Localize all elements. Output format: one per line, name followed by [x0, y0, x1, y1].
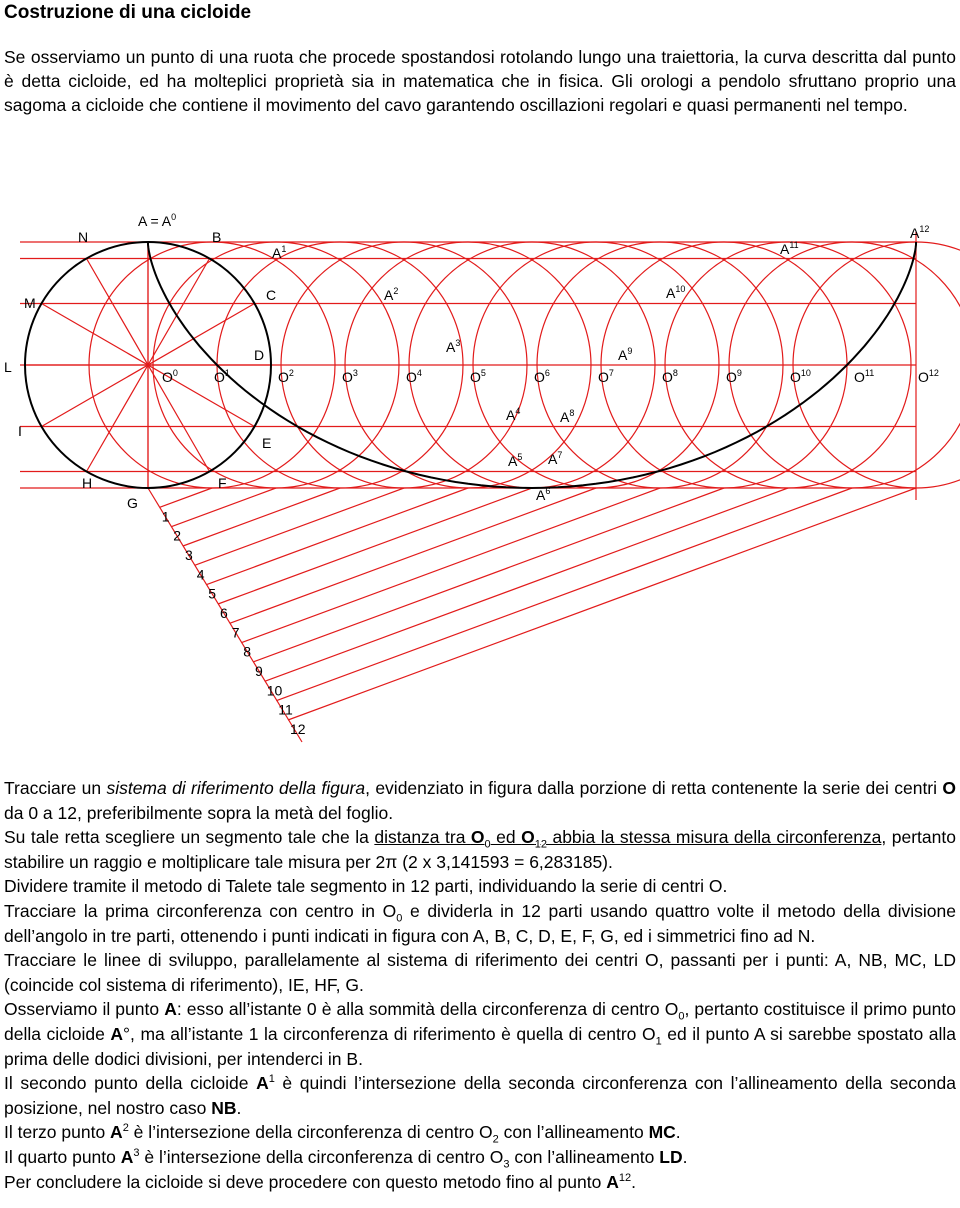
text-run: Su tale retta scegliere un segmento tale che la — [4, 827, 375, 848]
center-label-3: $O^3$ — [342, 368, 358, 385]
bold-text: A — [256, 1073, 269, 1094]
label-superscript: 10 — [800, 368, 811, 378]
subscript: 0 — [484, 838, 491, 851]
label-superscript: 9 — [627, 346, 633, 356]
instruction-3: Dividere tramite il metodo di Talete tale segmento in 12 parti, individuando la serie di centri O. — [4, 876, 728, 897]
circle-letter-l: L — [4, 359, 12, 375]
label-superscript: 4 — [416, 368, 422, 378]
label-superscript: 5 — [480, 368, 486, 378]
thales-parallel — [253, 488, 724, 662]
cycloid-point-label-5: $A^5$ — [508, 452, 523, 469]
bold-text: NB — [211, 1097, 237, 1118]
bold-text: A — [164, 999, 177, 1020]
division-number-2: 2 — [173, 527, 182, 544]
bold-text: LD — [659, 1146, 683, 1167]
center-label-1: $O^1$ — [214, 368, 230, 385]
cycloid-point-label-7: $A^7$ — [548, 450, 563, 467]
circle-letter-b: B — [212, 229, 222, 245]
division-number-5: 5 — [208, 585, 217, 602]
thales-parallel — [206, 488, 468, 585]
center-label-8: $O^8$ — [662, 368, 678, 385]
cycloid-point-label-6: $A^6$ — [536, 486, 551, 503]
circle-letter-n: N — [78, 229, 89, 245]
thales-parallel — [195, 488, 404, 565]
thales-parallel — [241, 488, 660, 643]
subscript: 2 — [492, 1133, 499, 1146]
underlined-text — [374, 827, 882, 851]
thales-parallel — [160, 488, 212, 507]
center-label-9: $O^9$ — [726, 368, 742, 385]
text-run: e dividerla in 12 parti usando quattro volte il metodo della divisione dell’angolo in tre parti, ottenendo i punti indicati in figura con A, B, C, D, E, F, G, ed i simmetrici fino ad N. — [4, 900, 956, 946]
thales-parallel — [276, 488, 852, 701]
text-run: °, ma all’istante 1 la circonferenza di riferimento è quella di centro O — [123, 1023, 656, 1044]
intro-paragraph: Se osserviamo un punto di una ruota che procede spostandosi rotolando lungo una traiettoria, la curva descritta dal punto è detta cicloide, ed ha molteplici proprietà sia in matematica che in fisica. Gli orologi a pendolo sfruttano proprio una sagoma a cicloide che contiene il movimento del cavo garantendo oscillazioni regolari e quasi permanenti nel tempo. — [4, 47, 956, 115]
label-superscript: 7 — [608, 368, 614, 378]
label-superscript: 3 — [352, 368, 358, 378]
text-run: è l’intersezione della circonferenza di centro O — [139, 1146, 504, 1167]
text-run: . — [682, 1146, 688, 1167]
circle-letter-f: F — [218, 475, 227, 491]
instructions — [4, 776, 956, 1194]
division-number-1: 1 — [161, 508, 170, 525]
text-run: Osserviamo il punto — [4, 999, 165, 1020]
instruction-7 — [4, 1071, 956, 1120]
bold-text: A — [110, 1122, 123, 1143]
division-number-8: 8 — [243, 643, 252, 660]
label-superscript: 0 — [171, 212, 177, 222]
text-run: Tracciare la prima circonferenza con centro in O — [4, 900, 397, 921]
instruction-5: Tracciare le linee di sviluppo, parallelamente al sistema di riferimento dei centri O, passanti per i punti: A, NB, MC, LD (coincide col sistema di riferimento), IE, HF, G. — [4, 950, 956, 995]
circle-letter-d: D — [254, 347, 265, 363]
circle-letter-e: E — [262, 435, 272, 451]
text-run: con l’allineamento — [498, 1122, 649, 1143]
instruction-6 — [4, 997, 956, 1071]
text-run: . — [236, 1097, 242, 1118]
superscript: 1 — [268, 1073, 275, 1086]
subscript: 12 — [534, 838, 547, 851]
instruction-9 — [4, 1145, 956, 1170]
label-superscript: 12 — [919, 224, 930, 234]
center-label-2: $O^2$ — [278, 368, 294, 385]
center-label-5: $O^5$ — [470, 368, 486, 385]
label-superscript: 5 — [517, 452, 523, 462]
cycloid-point-label-2: $A^2$ — [384, 286, 399, 303]
text-run: , pertanto stabilire un raggio e moltiplicare tale misura per 2π (2 x 3,141593 = 6,283185). — [4, 827, 956, 872]
subscript: 0 — [678, 1010, 685, 1023]
cycloid-construction-figure — [0, 196, 960, 744]
text-run: Il secondo punto della cicloide — [4, 1073, 257, 1094]
circle-letter-h: H — [82, 475, 93, 491]
label-superscript: 10 — [675, 284, 686, 294]
label-superscript: 8 — [569, 408, 575, 418]
cycloid-point-label-10: $A^{10}$ — [666, 284, 686, 301]
center-label-0: $O^0$ — [162, 368, 178, 385]
division-number-9: 9 — [255, 663, 263, 679]
text-run: , evidenziato in figura dalla porzione di retta contenente la serie dei centri — [365, 778, 943, 798]
bold-text: MC — [648, 1122, 676, 1143]
text-run: . — [631, 1171, 636, 1192]
superscript: 3 — [133, 1147, 140, 1160]
superscript: 2 — [122, 1122, 129, 1135]
thales-parallel — [171, 488, 276, 527]
instruction-10 — [4, 1170, 956, 1195]
bold-text: A — [110, 1023, 124, 1044]
bold-text: O — [470, 827, 485, 848]
label-superscript: 2 — [288, 368, 294, 378]
text-run: da 0 a 12, preferibilmente sopra la metà del foglio. — [4, 802, 394, 823]
label-superscript: 7 — [557, 450, 563, 460]
division-number-7: 7 — [231, 624, 240, 641]
text-run: distanza tra — [374, 827, 471, 848]
label-superscript: 9 — [736, 368, 742, 378]
text-run: Il quarto punto — [4, 1146, 121, 1167]
cycloid-point-label-3: $A^3$ — [446, 338, 461, 355]
circle-letter-g: G — [127, 495, 138, 511]
text-run: Il terzo punto — [4, 1122, 111, 1143]
label-a-equals-a0: $A = A^0$ — [138, 212, 177, 229]
label-superscript: 4 — [515, 406, 521, 416]
division-number-3: 3 — [185, 547, 193, 563]
text-run: con l’allineamento — [509, 1146, 660, 1167]
center-label-7: $O^7$ — [598, 368, 614, 385]
label-superscript: 12 — [928, 368, 939, 378]
instruction-8 — [4, 1120, 956, 1145]
center-label-4: $O^4$ — [406, 368, 422, 385]
thales-parallel — [288, 488, 916, 720]
circle-letter-i: I — [18, 423, 22, 439]
text-run: ed — [490, 827, 522, 848]
cycloid-point-label-12: $A^{12}$ — [910, 224, 930, 241]
label-superscript: 11 — [864, 368, 875, 378]
cycloid-point-label-11: $A^{11}$ — [780, 240, 799, 257]
center-label-12: $O^{12}$ — [918, 368, 939, 385]
text-run: , pertanto costituisce il primo punto della cicloide — [4, 999, 956, 1044]
label-superscript: 11 — [789, 240, 799, 250]
bold-text: A — [606, 1171, 619, 1192]
figure-labels — [4, 212, 939, 737]
text-run: ed il punto A si sarebbe spostato alla prima delle dodici divisioni, per intenderci in B. — [4, 1023, 956, 1069]
subscript: 3 — [503, 1158, 510, 1171]
center-label-11: $O^{11}$ — [854, 368, 875, 385]
label-superscript: 0 — [172, 368, 178, 378]
circle-letter-c: C — [266, 287, 277, 303]
thales-parallel — [183, 488, 340, 546]
circle-letter-m: M — [24, 295, 36, 311]
label-superscript: 3 — [455, 338, 461, 348]
subscript: 0 — [396, 912, 403, 925]
text-run: abbia la stessa misura della circonferenza — [546, 827, 882, 848]
center-label-10: $O^{10}$ — [790, 368, 811, 385]
label-superscript: 6 — [544, 368, 550, 378]
label-superscript: 1 — [281, 244, 287, 254]
text-run: : esso all’istante 0 è alla sommità della circonferenza di centro O — [176, 999, 679, 1020]
thales-parallel — [265, 488, 788, 681]
bold-text: A — [120, 1146, 134, 1167]
bold-text: O — [942, 778, 956, 798]
division-number-10: 10 — [266, 682, 283, 699]
instruction-4 — [4, 899, 956, 948]
instruction-1 — [4, 776, 956, 825]
emphasis-text: sistema di riferimento della figura — [106, 778, 366, 798]
superscript: 12 — [618, 1171, 632, 1184]
cycloid-point-label-4: $A^4$ — [506, 406, 521, 423]
division-number-11: 11 — [278, 701, 293, 718]
text-run: . — [675, 1122, 681, 1143]
subscript: 1 — [655, 1035, 662, 1048]
division-number-12: 12 — [290, 721, 306, 737]
division-number-4: 4 — [196, 566, 205, 583]
thales-parallel — [218, 488, 532, 604]
label-superscript: 6 — [545, 486, 551, 496]
label-superscript: 1 — [224, 368, 230, 378]
center-label-6: $O^6$ — [534, 368, 550, 385]
text-run: è quindi l’intersezione della seconda circonferenza con l’allineamento della seconda posizione, nel nostro caso — [4, 1073, 956, 1118]
cycloid-point-label-9: $A^9$ — [618, 346, 633, 363]
text-run: è l’intersezione della circonferenza di centro O — [128, 1122, 493, 1143]
label-superscript: 2 — [393, 286, 399, 296]
page-title: Costruzione di una cicloide — [4, 2, 252, 23]
text-run: Per concludere la cicloide si deve procedere con questo metodo fino al punto — [4, 1171, 607, 1192]
text-run: Tracciare un — [4, 778, 107, 798]
instruction-2 — [4, 825, 956, 874]
division-number-6: 6 — [220, 605, 228, 621]
cycloid-point-label-1: $A^1$ — [272, 244, 287, 261]
bold-text: O — [521, 827, 535, 848]
label-superscript: 8 — [672, 368, 678, 378]
cycloid-point-label-8: $A^8$ — [560, 408, 575, 425]
